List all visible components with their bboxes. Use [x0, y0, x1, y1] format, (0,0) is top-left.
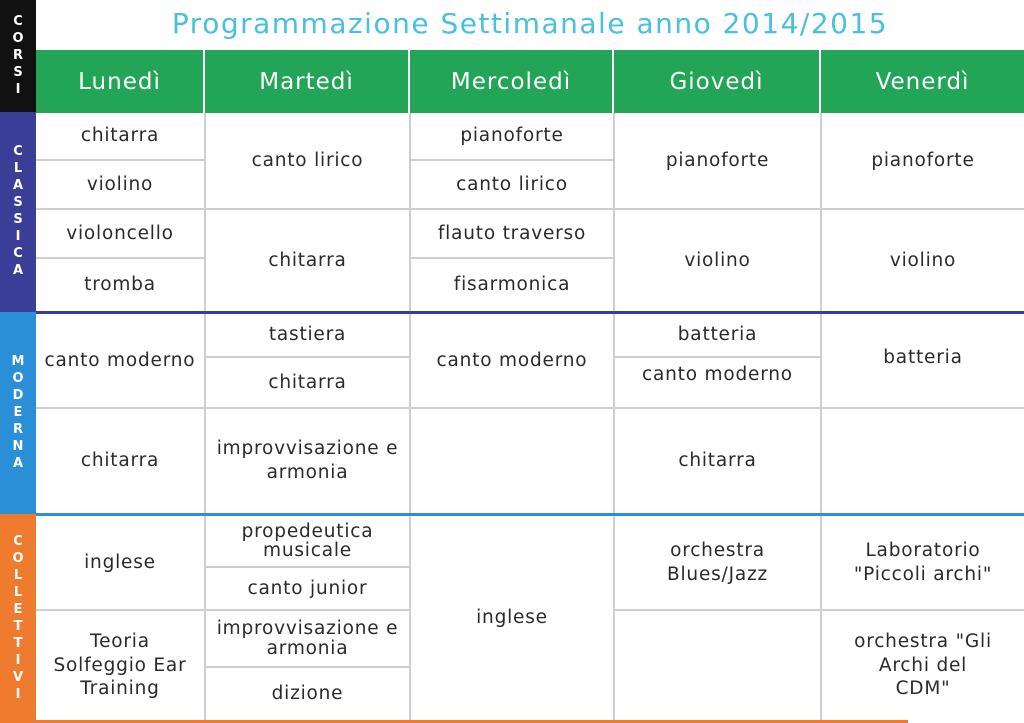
section-label-classica: CLASSICA [0, 112, 36, 312]
header-martedi: Martedì [205, 50, 410, 113]
course-cell: improvvisazione e armonia [216, 438, 399, 483]
course-cell: pianoforte [460, 125, 564, 147]
section-label-collettivi: COLLETTIVI [0, 514, 36, 723]
header-giovedi: Giovedì [614, 50, 821, 113]
course-cell: improvvisazione e armonia [216, 618, 399, 659]
course-cell: chitarra [268, 371, 347, 393]
course-cell: flauto traverso [437, 222, 587, 244]
course-cell: chitarra [268, 249, 347, 271]
course-cell: fisarmonica [453, 274, 571, 296]
course-cell: canto lirico [456, 173, 568, 195]
course-cell: propedeutica musicale [241, 520, 374, 561]
course-cell: batteria [883, 347, 963, 369]
course-cell: tastiera [268, 324, 347, 346]
course-cell: pianoforte [871, 149, 975, 171]
course-cell: orchestra Blues/Jazz [666, 539, 769, 585]
course-cell: Teoria Solfeggio Ear Training [53, 630, 187, 700]
course-cell: violino [86, 173, 154, 195]
course-cell: batteria [677, 324, 758, 346]
course-cell: tromba [84, 274, 156, 296]
course-cell: violoncello [66, 222, 174, 244]
course-cell: canto moderno [436, 349, 588, 371]
course-cell: inglese [476, 607, 548, 629]
header-mercoledi: Mercoledì [410, 50, 614, 113]
course-cell: chitarra [80, 450, 160, 472]
course-cell: canto moderno [44, 349, 196, 371]
course-cell: canto lirico [251, 149, 364, 171]
course-cell: pianoforte [665, 149, 770, 171]
course-cell: inglese [84, 551, 156, 573]
header-venerdi: Venerdì [875, 68, 970, 95]
course-cell: chitarra [678, 450, 757, 472]
course-cell: violino [684, 249, 751, 271]
course-cell: canto moderno [642, 364, 793, 386]
course-cell: chitarra [80, 125, 160, 147]
course-cell: dizione [271, 683, 344, 705]
section-label-moderna: MODERNA [0, 312, 36, 514]
course-cell: violino [889, 249, 957, 271]
section-label-corsi: CORSI [0, 0, 36, 112]
course-cell: Laboratorio "Piccoli archi" [853, 539, 993, 585]
page-title: Programmazione Settimanale anno 2014/2015 [171, 7, 889, 40]
header-lunedi: Lunedì [36, 50, 205, 113]
course-cell: canto junior [247, 577, 368, 599]
course-cell: orchestra "Gli Archi del CDM" [854, 630, 992, 700]
